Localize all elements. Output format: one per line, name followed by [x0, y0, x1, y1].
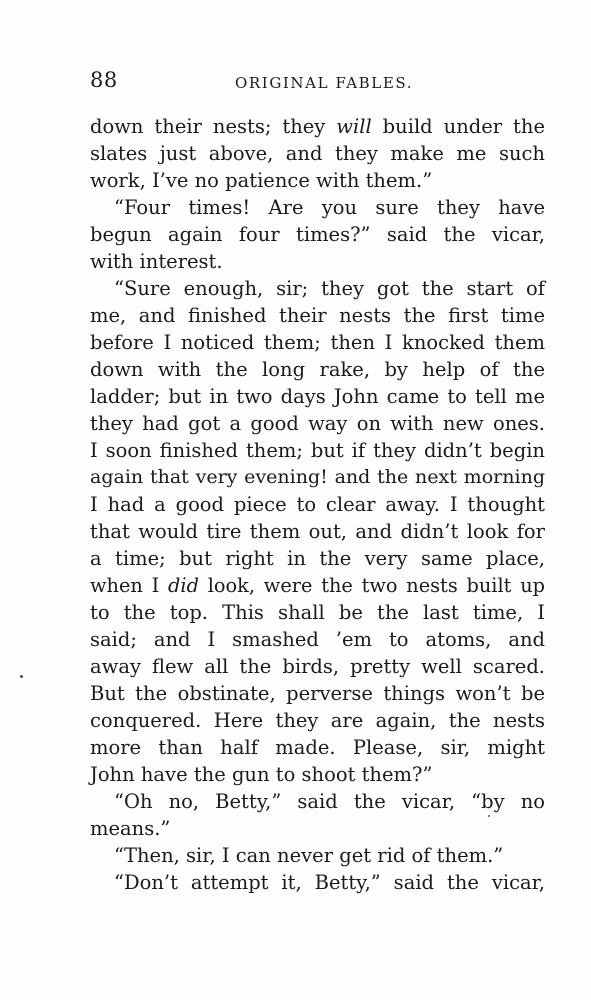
text-segment: John have the gun to shoot them?”	[90, 763, 433, 786]
body-text	[90, 113, 545, 896]
text-segment: ladder; but in two days John came to tell me	[90, 385, 545, 408]
text-line	[90, 599, 545, 626]
running-title: ORIGINAL FABLES.	[235, 74, 414, 92]
text-segment: when I	[90, 574, 169, 597]
text-line	[90, 275, 545, 302]
text-segment: more than half made. Please, sir, might	[90, 736, 545, 759]
text-segment: I had a good piece to clear away. I thought	[90, 493, 545, 516]
text-line	[90, 167, 545, 194]
text-segment: But the obstinate, perverse things won’t be	[90, 682, 545, 705]
text-segment: me, and finished their nests the first time	[90, 304, 545, 327]
page-header	[90, 68, 545, 98]
text-segment: again that very evening! and the next morning	[90, 466, 545, 488]
text-line	[90, 869, 545, 896]
text-line	[90, 383, 545, 410]
text-line	[90, 842, 545, 869]
text-segment: “Don’t attempt it, Betty,” said the vicar,	[114, 871, 545, 894]
text-line	[90, 140, 545, 167]
text-segment: conquered. Here they are again, the nests	[90, 709, 545, 732]
text-segment: before I noticed them; then I knocked them	[90, 331, 545, 354]
text-line	[90, 410, 545, 437]
text-line	[90, 761, 545, 788]
text-segment: slates just above, and they make me such	[90, 142, 545, 165]
text-line	[90, 815, 545, 842]
text-segment: I soon finished them; but if they didn’t begin	[90, 439, 545, 462]
text-line	[90, 653, 545, 680]
text-line	[90, 707, 545, 734]
text-segment: “Sure enough, sir; they got the start of	[114, 277, 545, 300]
text-line	[90, 329, 545, 356]
text-segment: to the top. This shall be the last time, I	[90, 601, 545, 624]
print-speck	[488, 815, 490, 817]
text-segment: “Oh no, Betty,” said the vicar, “by no	[114, 790, 545, 813]
text-line	[90, 113, 545, 140]
text-segment: with interest.	[90, 250, 223, 273]
text-line	[90, 572, 545, 599]
text-segment: “Then, sir, I can never get rid of them.”	[114, 844, 504, 867]
text-line	[90, 518, 545, 545]
text-segment: “Four times! Are you sure they have	[114, 196, 545, 219]
text-segment: work, I’ve no patience with them.”	[90, 169, 433, 192]
text-line	[90, 788, 545, 815]
text-line	[90, 491, 545, 518]
text-line	[90, 545, 545, 572]
text-line	[90, 194, 545, 221]
text-line	[90, 680, 545, 707]
text-segment: away flew all the birds, pretty well scared.	[90, 655, 545, 678]
emphasized-word: will	[336, 115, 372, 138]
text-segment: down their nests; they	[90, 115, 337, 138]
text-line	[90, 248, 545, 275]
text-line	[90, 302, 545, 329]
text-line	[90, 221, 545, 248]
text-segment: means.”	[90, 817, 171, 840]
text-line	[90, 356, 545, 383]
text-line	[90, 464, 545, 491]
text-segment: a time; but right in the very same place,	[90, 547, 545, 570]
text-segment: that would tire them out, and didn’t look for	[90, 520, 545, 543]
emphasized-word: did	[168, 574, 199, 597]
text-segment: down with the long rake, by help of the	[90, 358, 545, 381]
page-number: 88	[90, 68, 118, 92]
text-segment: look, were the two nests built up	[198, 574, 546, 597]
text-segment: they had got a good way on with new ones.	[90, 412, 545, 435]
text-segment: build under the	[371, 115, 545, 138]
text-segment: begun again four times?” said the vicar,	[90, 223, 545, 246]
text-line	[90, 437, 545, 464]
print-speck	[20, 675, 23, 678]
text-segment: said; and I smashed ’em to atoms, and	[90, 628, 545, 651]
text-line	[90, 734, 545, 761]
text-line	[90, 626, 545, 653]
